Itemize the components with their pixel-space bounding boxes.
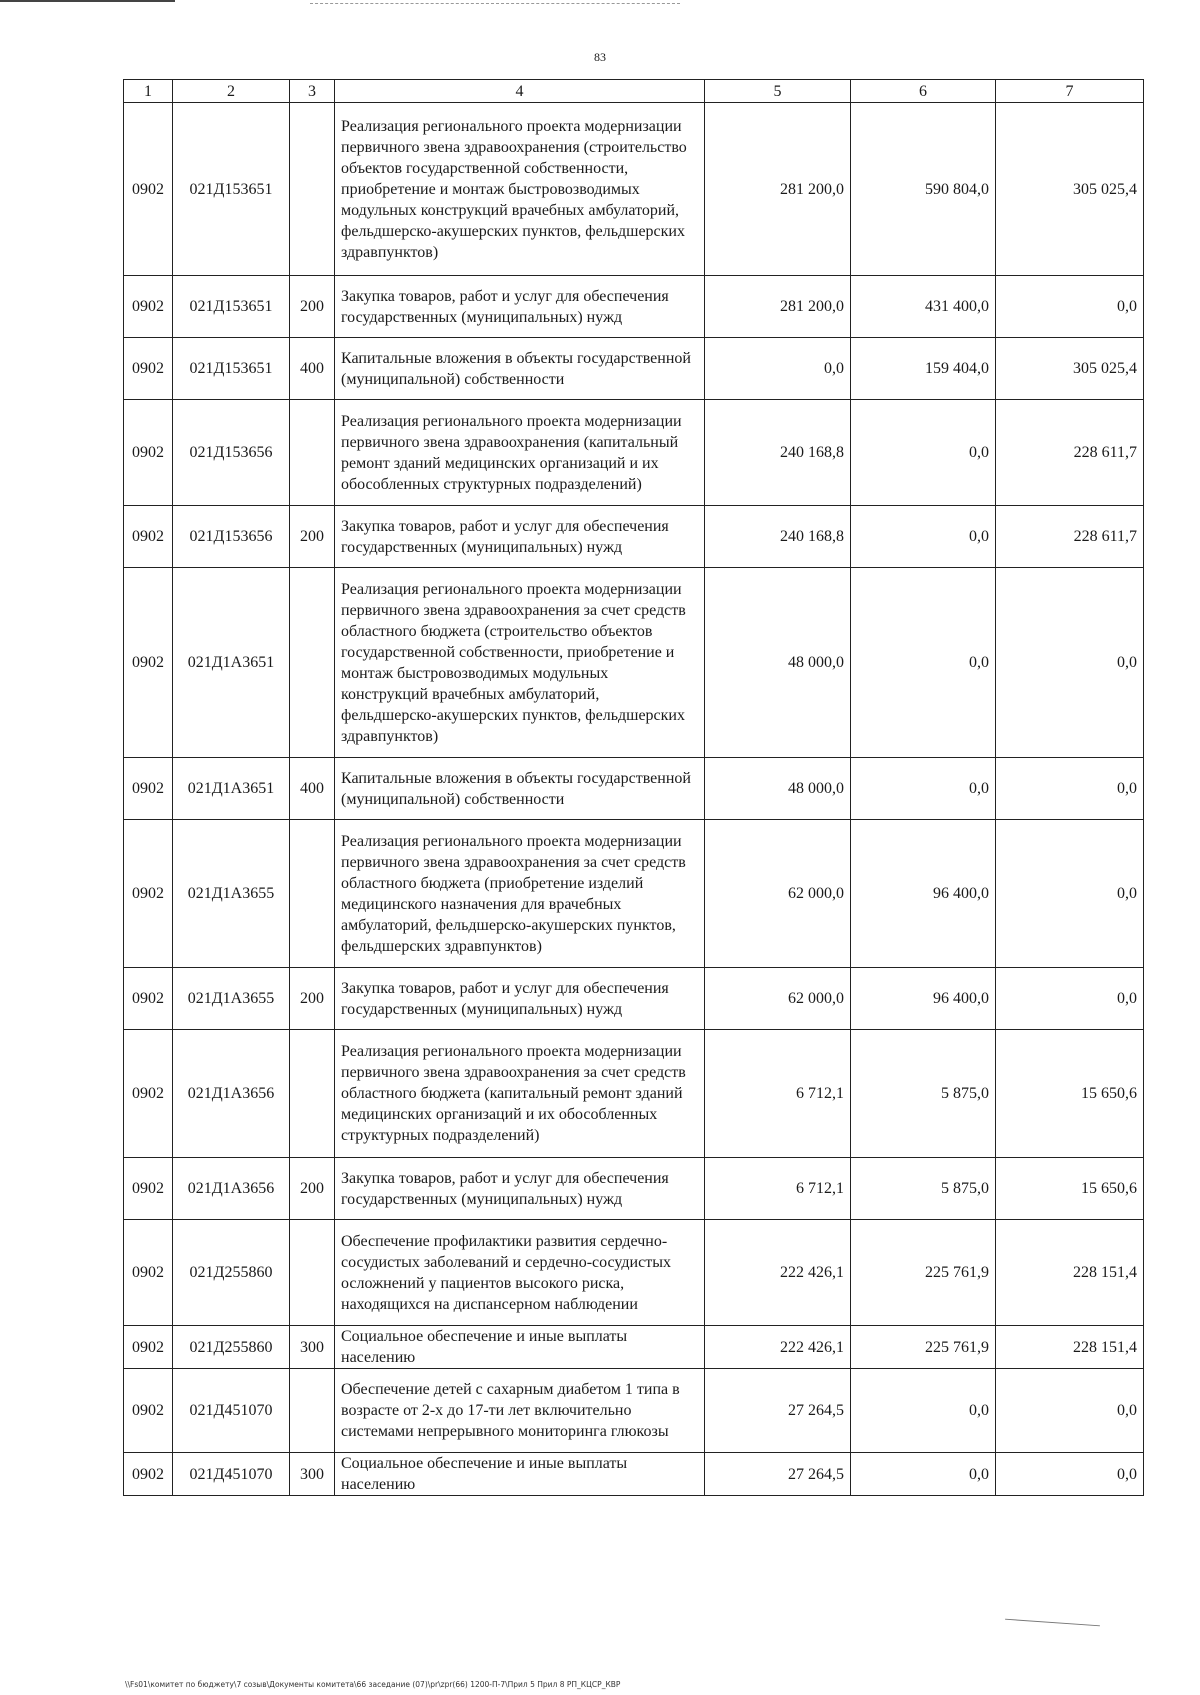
cell-expense-type: 200 xyxy=(290,506,335,568)
cell-value-col6: 225 761,9 xyxy=(851,1220,996,1326)
cell-target-code: 021Д255860 xyxy=(173,1326,290,1369)
cell-name: Капитальные вложения в объекты государственной (муниципальной) собственности xyxy=(335,338,705,400)
cell-target-code: 021Д1А3656 xyxy=(173,1158,290,1220)
cell-name: Закупка товаров, работ и услуг для обеспечения государственных (муниципальных) нужд xyxy=(335,1158,705,1220)
cell-name: Социальное обеспечение и иные выплаты населению xyxy=(335,1326,705,1369)
footer-file-path: \\Fs01\комитет по бюджету\7 созыв\Документы комитета\66 заседание (07)\pr\zpr(66) 1200-П-7\Прил 5 Прил 8 РП_КЦСР_КВР xyxy=(125,1680,621,1689)
cell-value-col7: 228 611,7 xyxy=(996,400,1144,506)
cell-value-col7: 228 611,7 xyxy=(996,506,1144,568)
cell-target-code: 021Д153656 xyxy=(173,400,290,506)
cell-value-col7: 0,0 xyxy=(996,1453,1144,1496)
table-row xyxy=(124,276,1144,338)
cell-name: Реализация регионального проекта модернизации первичного звена здравоохранения (капитальный ремонт зданий медицинских организаций и их обособленных структурных подразделений) xyxy=(335,400,705,506)
cell-section: 0902 xyxy=(124,506,173,568)
cell-name: Социальное обеспечение и иные выплаты населению xyxy=(335,1453,705,1496)
table-row xyxy=(124,568,1144,758)
cell-expense-type: 400 xyxy=(290,338,335,400)
cell-target-code: 021Д153651 xyxy=(173,338,290,400)
cell-section: 0902 xyxy=(124,1369,173,1453)
table-row xyxy=(124,820,1144,968)
column-header-7: 7 xyxy=(996,80,1144,103)
cell-section: 0902 xyxy=(124,338,173,400)
table-row xyxy=(124,1453,1144,1496)
cell-value-col6: 159 404,0 xyxy=(851,338,996,400)
table-row xyxy=(124,400,1144,506)
table-row xyxy=(124,506,1144,568)
cell-name: Реализация регионального проекта модернизации первичного звена здравоохранения за счет средств областного бюджета (приобретение изделий медицинского назначения для врачебных амбулаторий, фельдшерско-акушерских пунктов, фельдшерских здравпунктов) xyxy=(335,820,705,968)
cell-name: Обеспечение детей с сахарным диабетом 1 типа в возрасте от 2-х до 17-ти лет включительно системами непрерывного мониторинга глюкозы xyxy=(335,1369,705,1453)
cell-value-col5: 48 000,0 xyxy=(705,568,851,758)
cell-value-col5: 27 264,5 xyxy=(705,1453,851,1496)
cell-value-col7: 0,0 xyxy=(996,276,1144,338)
table-row xyxy=(124,1158,1144,1220)
cell-target-code: 021Д451070 xyxy=(173,1369,290,1453)
cell-value-col7: 228 151,4 xyxy=(996,1326,1144,1369)
cell-value-col5: 281 200,0 xyxy=(705,276,851,338)
table-row xyxy=(124,338,1144,400)
cell-expense-type xyxy=(290,400,335,506)
table-row xyxy=(124,758,1144,820)
cell-target-code: 021Д153656 xyxy=(173,506,290,568)
cell-value-col6: 96 400,0 xyxy=(851,968,996,1030)
cell-expense-type: 300 xyxy=(290,1453,335,1496)
cell-value-col7: 0,0 xyxy=(996,968,1144,1030)
cell-value-col6: 590 804,0 xyxy=(851,103,996,276)
cell-value-col6: 431 400,0 xyxy=(851,276,996,338)
cell-target-code: 021Д153651 xyxy=(173,103,290,276)
cell-value-col6: 0,0 xyxy=(851,506,996,568)
cell-value-col5: 222 426,1 xyxy=(705,1220,851,1326)
cell-section: 0902 xyxy=(124,1453,173,1496)
cell-target-code: 021Д1А3655 xyxy=(173,968,290,1030)
cell-value-col6: 0,0 xyxy=(851,1453,996,1496)
cell-section: 0902 xyxy=(124,276,173,338)
cell-value-col6: 225 761,9 xyxy=(851,1326,996,1369)
table-row xyxy=(124,968,1144,1030)
table-row xyxy=(124,1220,1144,1326)
cell-value-col5: 27 264,5 xyxy=(705,1369,851,1453)
cell-value-col5: 48 000,0 xyxy=(705,758,851,820)
cell-expense-type xyxy=(290,820,335,968)
budget-table xyxy=(123,79,1144,1496)
cell-value-col7: 228 151,4 xyxy=(996,1220,1144,1326)
table-row xyxy=(124,103,1144,276)
cell-name: Капитальные вложения в объекты государственной (муниципальной) собственности xyxy=(335,758,705,820)
cell-expense-type xyxy=(290,1030,335,1158)
cell-expense-type xyxy=(290,1369,335,1453)
cell-value-col6: 5 875,0 xyxy=(851,1158,996,1220)
column-header-2: 2 xyxy=(173,80,290,103)
cell-section: 0902 xyxy=(124,820,173,968)
table-row xyxy=(124,1030,1144,1158)
cell-value-col7: 15 650,6 xyxy=(996,1030,1144,1158)
scan-mark xyxy=(1005,1619,1100,1627)
cell-value-col5: 0,0 xyxy=(705,338,851,400)
cell-target-code: 021Д1А3656 xyxy=(173,1030,290,1158)
cell-value-col6: 0,0 xyxy=(851,758,996,820)
cell-name: Закупка товаров, работ и услуг для обеспечения государственных (муниципальных) нужд xyxy=(335,276,705,338)
cell-value-col5: 6 712,1 xyxy=(705,1158,851,1220)
cell-name: Реализация регионального проекта модернизации первичного звена здравоохранения за счет средств областного бюджета (капитальный ремонт зданий медицинских организаций и их обособленных структурных подразделений) xyxy=(335,1030,705,1158)
cell-section: 0902 xyxy=(124,1158,173,1220)
column-header-4: 4 xyxy=(335,80,705,103)
cell-value-col5: 222 426,1 xyxy=(705,1326,851,1369)
cell-section: 0902 xyxy=(124,1326,173,1369)
cell-target-code: 021Д255860 xyxy=(173,1220,290,1326)
cell-section: 0902 xyxy=(124,968,173,1030)
cell-expense-type: 200 xyxy=(290,1158,335,1220)
cell-value-col5: 62 000,0 xyxy=(705,968,851,1030)
column-header-6: 6 xyxy=(851,80,996,103)
cell-target-code: 021Д1А3651 xyxy=(173,568,290,758)
cell-value-col5: 240 168,8 xyxy=(705,506,851,568)
table-row xyxy=(124,1326,1144,1369)
cell-expense-type xyxy=(290,103,335,276)
scan-top-rule xyxy=(0,0,175,2)
cell-value-col7: 305 025,4 xyxy=(996,338,1144,400)
cell-value-col6: 0,0 xyxy=(851,1369,996,1453)
cell-section: 0902 xyxy=(124,1220,173,1326)
cell-section: 0902 xyxy=(124,568,173,758)
cell-value-col6: 0,0 xyxy=(851,568,996,758)
cell-value-col5: 240 168,8 xyxy=(705,400,851,506)
cell-name: Обеспечение профилактики развития сердечно-сосудистых заболеваний и сердечно-сосудистых осложнений у пациентов высокого риска, находящихся на диспансерном наблюдении xyxy=(335,1220,705,1326)
cell-value-col7: 0,0 xyxy=(996,568,1144,758)
page-number: 83 xyxy=(594,50,606,64)
cell-expense-type xyxy=(290,1220,335,1326)
cell-value-col5: 281 200,0 xyxy=(705,103,851,276)
cell-value-col7: 15 650,6 xyxy=(996,1158,1144,1220)
cell-expense-type: 200 xyxy=(290,276,335,338)
table-body xyxy=(124,103,1144,1496)
cell-section: 0902 xyxy=(124,1030,173,1158)
column-header-5: 5 xyxy=(705,80,851,103)
header-row xyxy=(124,80,1144,103)
cell-value-col6: 5 875,0 xyxy=(851,1030,996,1158)
cell-target-code: 021Д1А3655 xyxy=(173,820,290,968)
cell-expense-type: 200 xyxy=(290,968,335,1030)
column-header-1: 1 xyxy=(124,80,173,103)
cell-value-col7: 0,0 xyxy=(996,1369,1144,1453)
cell-value-col7: 0,0 xyxy=(996,820,1144,968)
cell-section: 0902 xyxy=(124,103,173,276)
cell-expense-type xyxy=(290,568,335,758)
cell-name: Реализация регионального проекта модернизации первичного звена здравоохранения (строительство объектов государственной собственности, приобретение и монтаж быстровозводимых модульных конструкций врачебных амбулаторий, фельдшерско-акушерских пунктов, фельдшерских здравпунктов) xyxy=(335,103,705,276)
cell-target-code: 021Д1А3651 xyxy=(173,758,290,820)
cell-name: Закупка товаров, работ и услуг для обеспечения государственных (муниципальных) нужд xyxy=(335,506,705,568)
cell-value-col5: 62 000,0 xyxy=(705,820,851,968)
cell-name: Закупка товаров, работ и услуг для обеспечения государственных (муниципальных) нужд xyxy=(335,968,705,1030)
cell-section: 0902 xyxy=(124,758,173,820)
cell-section: 0902 xyxy=(124,400,173,506)
cell-target-code: 021Д153651 xyxy=(173,276,290,338)
cell-value-col6: 96 400,0 xyxy=(851,820,996,968)
cell-value-col7: 305 025,4 xyxy=(996,103,1144,276)
cell-name: Реализация регионального проекта модернизации первичного звена здравоохранения за счет средств областного бюджета (строительство объектов государственной собственности, приобретение и монтаж быстровозводимых модульных конструкций врачебных амбулаторий, фельдшерско-акушерских пунктов, фельдшерских здравпунктов) xyxy=(335,568,705,758)
column-header-3: 3 xyxy=(290,80,335,103)
cell-expense-type: 400 xyxy=(290,758,335,820)
scan-top-dashes xyxy=(310,3,680,5)
cell-value-col6: 0,0 xyxy=(851,400,996,506)
cell-value-col5: 6 712,1 xyxy=(705,1030,851,1158)
cell-expense-type: 300 xyxy=(290,1326,335,1369)
cell-target-code: 021Д451070 xyxy=(173,1453,290,1496)
table-row xyxy=(124,1369,1144,1453)
cell-value-col7: 0,0 xyxy=(996,758,1144,820)
